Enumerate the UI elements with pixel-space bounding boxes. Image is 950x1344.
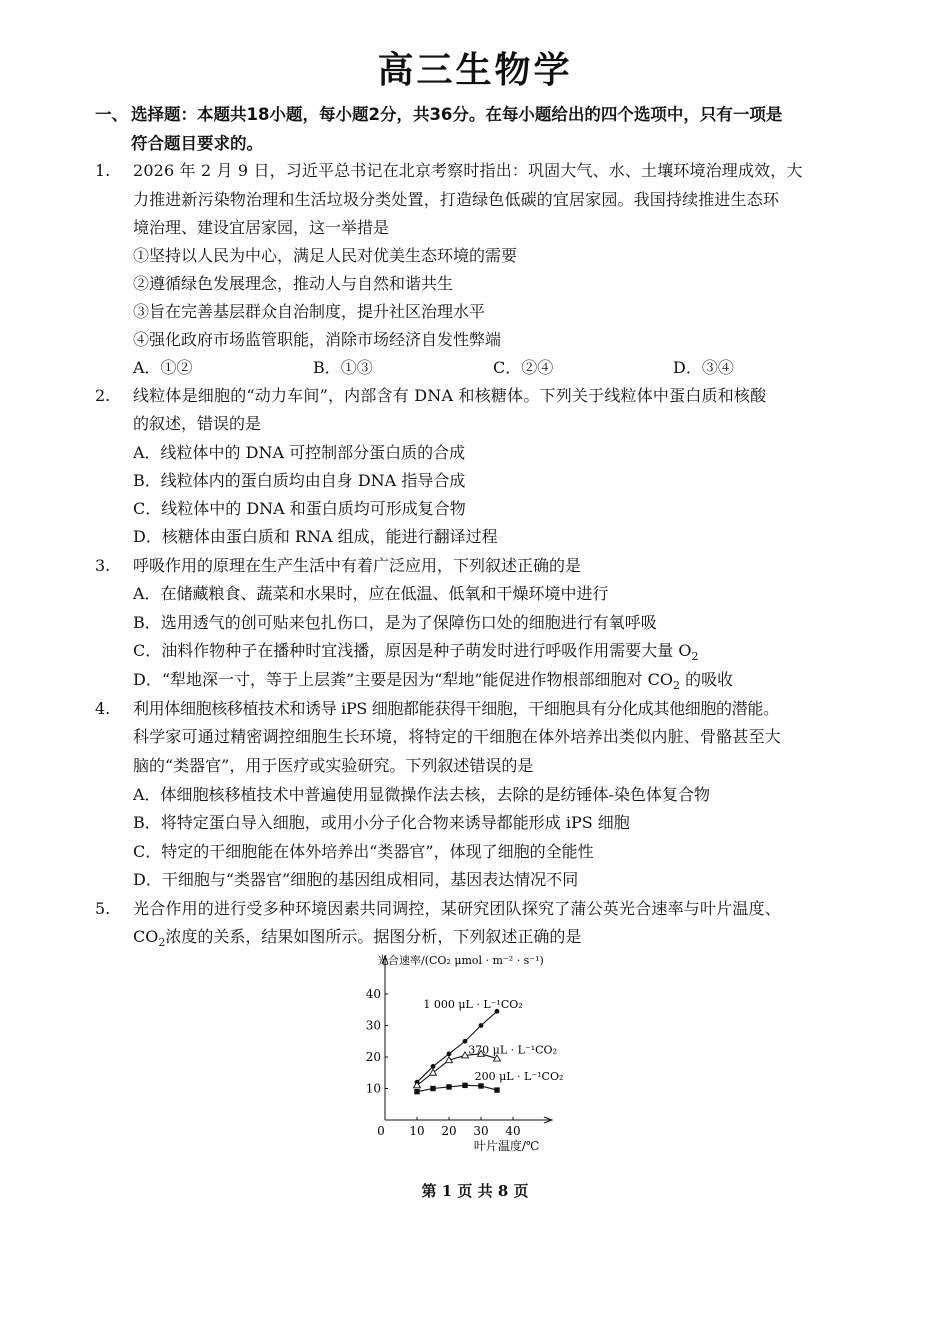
x-axis-label: 叶片温度/℃ [473,1139,540,1153]
question-4-line: 脑的“类器官”，用于医疗或实验研究。下列叙述错误的是 [133,756,534,775]
question-2-line: 的叙述，错误的是 [133,414,262,433]
data-point-square [414,1089,419,1094]
data-point-circle [479,1023,484,1028]
question-4-option-a: A．体细胞核移植技术中普遍使用显微操作法去核，去除的是纺锤体-染色体复合物 [133,785,710,804]
series-label-2: 370 μL · L⁻¹CO₂ [468,1043,558,1057]
question-4-option-b: B．将特定蛋白导入细胞，或用小分子化合物来诱导都能形成 iPS 细胞 [133,813,630,832]
x-tick-label: 30 [473,1124,489,1138]
question-4-option-c: C．特定的干细胞能在体外培养出“类器官”，体现了细胞的全能性 [133,842,594,861]
question-1-options [133,354,853,382]
section-instructions-line-1: 选择题：本题共18小题，每小题2分，共36分。在每小题给出的四个选项中，只有一项是 [131,105,783,124]
y-tick-label: 40 [365,987,381,1001]
question-4-line: 利用体细胞核移植技术和诱导 iPS 细胞都能获得干细胞，干细胞具有分化成其他细胞的潜能。 [133,699,779,718]
photosynthesis-chart [355,948,595,1162]
question-1-line: 境治理、建设宜居家园，这一举措是 [133,218,390,237]
series-line-3 [417,1085,497,1091]
question-5-line: $CO_2$浓度的关系，结果如图所示。据图分析，下列叙述正确的是 [133,927,582,950]
data-point-circle [447,1051,452,1056]
series-label-1: 1 000 μL · L⁻¹CO₂ [423,998,523,1011]
question-2-option-a: A．线粒体中的 DNA 可控制部分蛋白质的合成 [133,443,466,462]
data-point-circle [431,1064,436,1069]
x-tick-label: 40 [505,1124,521,1138]
question-1-number: 1. [95,161,111,180]
question-5-line: 光合作用的进行受多种环境因素共同调控，某研究团队探究了蒲公英光合速率与叶片温度、 [133,899,782,918]
page-title: 高三生物学 [377,50,573,91]
question-1-option-a: A．①② [133,358,193,377]
y-tick-label: 10 [365,1081,381,1096]
question-4-line: 科学家可通过精密调控细胞生长环境，将特定的干细胞在体外培养出类似内脏、骨骼甚至大 [133,727,782,746]
question-3-option-d: D．“犁地深一寸，等于上层粪”主要是因为“犁地”能促进作物根部细胞对 $CO_2$ 的吸收 [133,670,734,693]
question-1-statement: ④强化政府市场监管职能，消除市场经济自发性弊端 [133,330,502,349]
page-footer: 第 1 页 共 8 页 [421,1182,529,1200]
question-1-statement: ③旨在完善基层群众自治制度，提升社区治理水平 [133,302,486,321]
data-point-circle [463,1039,468,1044]
question-1-option-d: D．③④ [673,358,734,377]
section-heading [95,100,865,158]
data-point-square [478,1083,483,1088]
data-point-square [430,1086,435,1091]
question-1-statement: ①坚持以人民为中心，满足人民对优美生态环境的需要 [133,246,518,265]
question-2-number: 2. [95,386,111,405]
x-tick-label: 20 [441,1124,457,1138]
y-axis-label: 光合速率/(CO₂ μmol · m⁻² · s⁻¹) [377,954,544,967]
series-label-3: 200 μL · L⁻¹CO₂ [474,1069,564,1083]
data-point-square [462,1083,467,1088]
question-1-option-c: C．②④ [493,358,554,377]
section-instructions-line-2: 符合题目要求的。 [131,134,263,153]
question-3-number: 3. [95,556,111,575]
question-2-option-d: D．核糖体由蛋白质和 RNA 组成，能进行翻译过程 [133,527,498,546]
question-2-option-c: C．线粒体中的 DNA 和蛋白质均可形成复合物 [133,499,466,518]
question-5-number: 5. [95,899,111,918]
question-3-option-a: A．在储藏粮食、蔬菜和水果时，应在低温、低氧和干燥环境中进行 [133,584,609,603]
question-1-line: 2026 年 2 月 9 日，习近平总书记在北京考察时指出：巩固大气、水、土壤环境治理成效，大 [133,161,803,180]
question-1-line: 力推进新污染物治理和生活垃圾分类处置，打造绿色低碳的宜居家园。我国持续推进生态环 [133,190,780,209]
y-tick-label: 20 [365,1050,381,1064]
question-3-line: 呼吸作用的原理在生产生活中有着广泛应用，下列叙述正确的是 [133,556,582,575]
question-4-option-d: D．干细胞与“类器官”细胞的基因组成相同，基因表达情况不同 [133,870,579,889]
question-2-option-b: B．线粒体内的蛋白质均由自身 DNA 指导合成 [133,471,466,490]
question-1-option-b: B．①③ [313,358,373,377]
data-point-square [446,1084,451,1089]
origin-label: 0 [377,1124,385,1138]
question-3-option-b: B．选用透气的创可贴来包扎伤口，是为了保障伤口处的细胞进行有氧呼吸 [133,613,657,632]
question-4-number: 4. [95,699,111,718]
y-tick-label: 30 [365,1018,381,1033]
question-2-line: 线粒体是细胞的“动力车间”，内部含有 DNA 和核糖体。下列关于线粒体中蛋白质和核酸 [133,386,767,405]
section-number: 一、 [95,105,128,124]
question-1-statement: ②遵循绿色发展理念，推动人与自然和谐共生 [133,274,454,293]
x-tick-label: 10 [409,1124,425,1138]
question-3-option-c: C．油料作物种子在播种时宜浅播，原因是种子萌发时进行呼吸作用需要大量 $O_2$ [133,641,699,664]
data-point-square [494,1087,499,1092]
